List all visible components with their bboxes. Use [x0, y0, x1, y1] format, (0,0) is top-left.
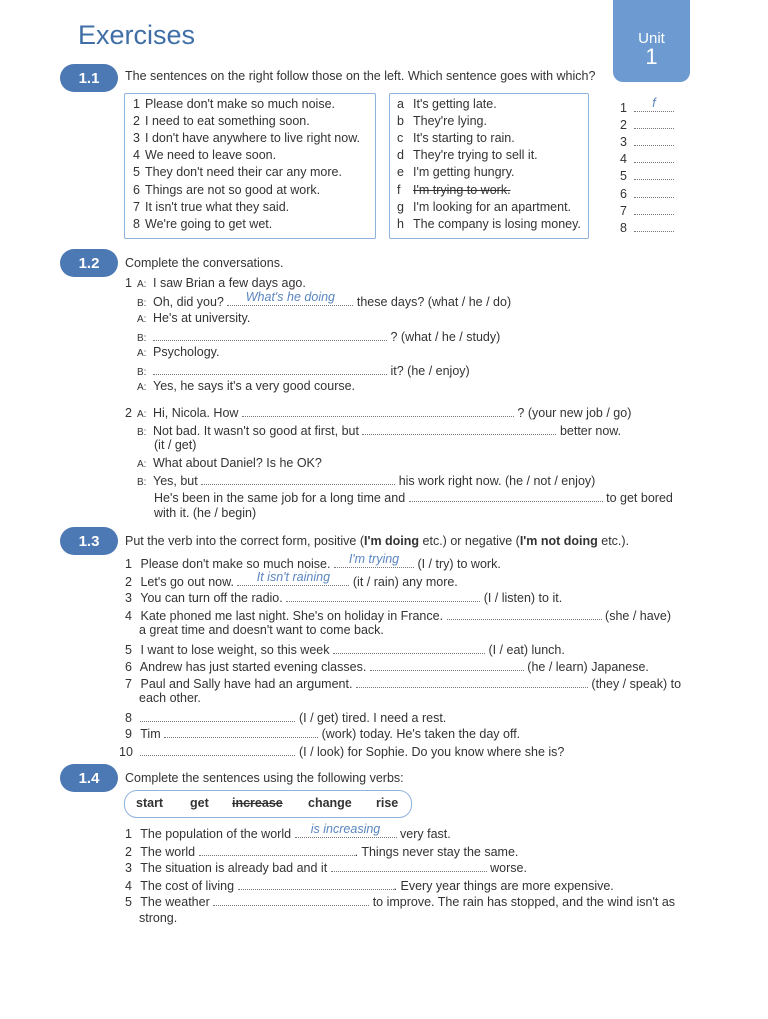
left-sentence: 6 Things are not so good at work.	[133, 182, 321, 197]
unit-label: Unit	[638, 30, 665, 47]
exercise-1-2-instruction: Complete the conversations.	[125, 256, 284, 270]
left-sentence: 1 Please don't make so much noise.	[133, 97, 335, 111]
exercise-1-3-item-4-cont: a great time and doesn't want to come back.	[139, 623, 384, 637]
answer-blank[interactable]	[153, 362, 387, 375]
answer-blank[interactable]	[634, 133, 674, 146]
right-sentence: e I'm getting hungry.	[397, 165, 515, 180]
left-sentence: 3 I don't have anywhere to live right now.	[133, 131, 361, 146]
conversation-1-line-3: A: He's at university.	[137, 311, 251, 325]
answer-blank[interactable]	[164, 725, 318, 738]
conversation-2-line-3: A: What about Daniel? Is he OK?	[137, 456, 322, 470]
answer-row: 7	[620, 202, 674, 218]
answer-blank[interactable]	[634, 150, 674, 163]
conversation-2-line-5-hint: with it. (he / begin)	[154, 506, 257, 520]
unit-number: 1	[645, 44, 658, 69]
exercise-1-3-item-8: 8 (I / get) tired. I need a rest.	[125, 711, 447, 725]
answer-blank[interactable]: I'm trying	[334, 555, 414, 568]
exercise-badge-1-2: 1.2	[60, 249, 118, 277]
unit-tab	[613, 0, 690, 82]
verb-change: change	[308, 796, 352, 810]
answer-row: 2	[620, 116, 674, 132]
answer-blank[interactable]	[242, 404, 514, 417]
left-sentence: 7 It isn't true what they said.	[133, 199, 290, 214]
conversation-2-line-2: B: Not bad. It wasn't so good at first, but better now.	[137, 424, 622, 438]
exercise-1-4-item-2: 2 The world . Things never stay the same.	[125, 845, 519, 859]
exercise-1-3-item-7: 7 Paul and Sally have had an argument. (they / speak) to	[125, 677, 682, 691]
exercise-badge-1-1: 1.1	[60, 64, 118, 92]
exercise-1-4-item-5: 5 The weather to improve. The rain has stopped, and the wind isn't as	[125, 895, 676, 909]
page-title: Exercises	[78, 20, 196, 50]
answer-blank[interactable]	[286, 589, 480, 602]
answer-row: 6	[620, 185, 674, 201]
answer-blank[interactable]	[634, 116, 674, 129]
exercise-1-3-item-4: 4 Kate phoned me last night. She's on holiday in France. (she / have)	[125, 609, 672, 623]
right-sentence: b They're lying.	[397, 114, 487, 129]
answer-row: 1 f	[620, 99, 674, 115]
verb-rise: rise	[376, 796, 399, 810]
right-sentence: c It's starting to rain.	[397, 131, 515, 146]
conversation-1-line-6: B: it? (he / enjoy)	[137, 364, 470, 378]
answer-blank[interactable]: is increasing	[295, 825, 397, 838]
answer-blank[interactable]: f	[634, 99, 674, 112]
answer-row: 4	[620, 150, 674, 166]
answer-blank[interactable]	[199, 843, 355, 856]
right-sentence: g I'm looking for an apartment.	[397, 199, 572, 214]
exercise-1-1-instruction: The sentences on the right follow those on the left. Which sentence goes with which?	[125, 69, 596, 83]
answer-blank[interactable]	[447, 607, 602, 620]
answer-row: 3	[620, 133, 674, 149]
answer-blank[interactable]	[140, 743, 295, 756]
conversation-1-line-1: 1 A: I saw Brian a few days ago.	[125, 276, 306, 290]
left-sentence: 5 They don't need their car any more.	[133, 165, 342, 180]
exercise-1-4-item-3: 3 The situation is already bad and it worse.	[125, 861, 527, 875]
exercise-badge-1-3: 1.3	[60, 527, 118, 555]
right-sentence: a It's getting late.	[397, 97, 497, 111]
answer-blank[interactable]	[153, 328, 387, 341]
exercise-1-3-item-10: 10 (I / look) for Sophie. Do you know where she is?	[119, 745, 565, 759]
exercise-1-3-item-5: 5 I want to lose weight, so this week (I / eat) lunch.	[125, 643, 565, 657]
answer-blank[interactable]	[201, 472, 395, 485]
answer-blank[interactable]	[140, 709, 295, 722]
exercise-1-4-item-4: 4 The cost of living . Every year things are more expensive.	[125, 879, 614, 893]
exercise-1-3-item-1: 1 Please don't make so much noise. I'm trying (I / try) to work.	[125, 552, 501, 571]
conversation-2-line-5: He's been in the same job for a long time and to get bored	[154, 491, 673, 505]
answer-row: 5	[620, 167, 674, 183]
conversation-2-line-4: B: Yes, but his work right now. (he / not / enjoy)	[137, 474, 596, 488]
answer-blank[interactable]	[238, 877, 394, 890]
exercise-1-3-item-7-cont: each other.	[139, 691, 201, 705]
conversation-1-line-2: B: Oh, did you? What's he doing these days? (what / he / do)	[137, 290, 512, 309]
exercise-1-4-instruction: Complete the sentences using the following verbs:	[125, 771, 404, 785]
answer-blank[interactable]	[634, 219, 674, 232]
answer-blank[interactable]	[634, 185, 674, 198]
verb-start: start	[136, 796, 164, 810]
left-sentence: 4 We need to leave soon.	[133, 148, 277, 163]
answer-row: 8	[620, 219, 674, 235]
answer-blank[interactable]: It isn't raining	[237, 573, 349, 586]
answer-blank[interactable]	[362, 422, 556, 435]
exercise-badge-1-4: 1.4	[60, 764, 118, 792]
answer-blank[interactable]	[333, 641, 485, 654]
conversation-1-line-7: A: Yes, he says it's a very good course.	[137, 379, 356, 393]
left-sentence: 8 We're going to get wet.	[133, 216, 273, 231]
answer-blank[interactable]	[331, 859, 487, 872]
exercise-1-4-item-5-cont: strong.	[139, 911, 178, 925]
conversation-1-line-4: B: ? (what / he / study)	[137, 330, 501, 344]
exercise-1-3-instruction: Put the verb into the correct form, positive (I'm doing etc.) or negative (I'm not doing etc.).	[125, 534, 630, 548]
exercise-1-3-item-2: 2 Let's go out now. It isn't raining (it / rain) any more.	[125, 570, 458, 589]
answer-blank[interactable]: What's he doing	[227, 293, 353, 306]
answer-blank[interactable]	[409, 489, 603, 502]
verb-increase-used: increase	[232, 796, 283, 810]
answer-blank[interactable]	[356, 675, 588, 688]
exercise-1-3-item-9: 9 Tim (work) today. He's taken the day off.	[125, 727, 521, 741]
left-sentence: 2 I need to eat something soon.	[133, 114, 310, 129]
exercise-1-3-item-6: 6 Andrew has just started evening classes. (he / learn) Japanese.	[125, 660, 649, 674]
answer-blank[interactable]	[634, 167, 674, 180]
right-sentence: d They're trying to sell it.	[397, 148, 538, 163]
exercise-1-3-item-3: 3 You can turn off the radio. (I / listen) to it.	[125, 591, 563, 605]
answer-blank[interactable]	[213, 893, 369, 906]
right-sentence: f I'm trying to work.	[397, 182, 511, 197]
answer-blank[interactable]	[370, 658, 524, 671]
conversation-2-line-1: 2 A: Hi, Nicola. How ? (your new job / go)	[125, 406, 632, 420]
answer-blank[interactable]	[634, 202, 674, 215]
exercise-1-4-item-1: 1 The population of the world is increasing very fast.	[125, 822, 451, 841]
verb-get: get	[190, 796, 209, 810]
conversation-2-line-2-hint: (it / get)	[154, 438, 197, 452]
conversation-1-line-5: A: Psychology.	[137, 345, 220, 359]
right-sentence: h The company is losing money.	[397, 216, 581, 231]
